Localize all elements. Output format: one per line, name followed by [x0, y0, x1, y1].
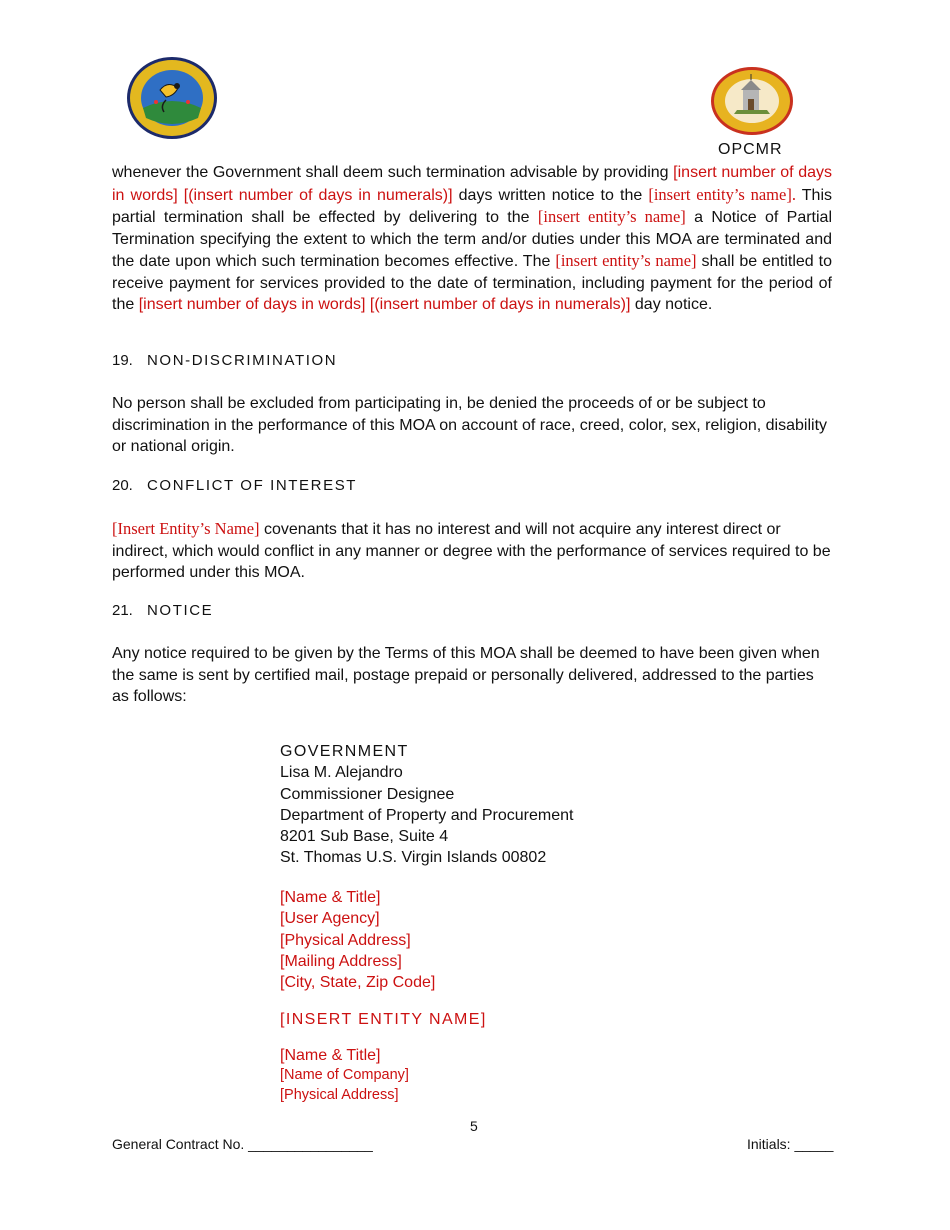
- government-address: [280, 741, 573, 869]
- section-20-text: [112, 518, 832, 584]
- user-agency-address: [280, 887, 435, 993]
- text-run: a Notice of Partial Termination specifying the extent to which the term and/or duties under this MOA are terminated and the date upon which such termination becomes effective. The: [112, 209, 833, 270]
- entity-address: [280, 1009, 487, 1030]
- entity-physical-address: [Physical Address]: [280, 1086, 399, 1103]
- agency-code: OPCMR: [718, 141, 783, 158]
- section-number: 19.: [112, 352, 133, 369]
- entity-heading: [INSERT ENTITY NAME]: [280, 1011, 487, 1028]
- address-name: Lisa M. Alejandro: [280, 764, 403, 782]
- placeholder-entity-name: [insert entity’s name].: [648, 184, 796, 204]
- property-procurement-seal-icon: [710, 66, 794, 136]
- entity-name-title: [Name & Title]: [280, 1047, 381, 1064]
- address-title: Commissioner Designee: [280, 785, 455, 803]
- placeholder-days: [insert number of days in words] [(insert number of days in numerals)]: [112, 164, 832, 204]
- entity-contact: [280, 1045, 409, 1105]
- placeholder-line: [User Agency]: [280, 910, 380, 928]
- text-run: This partial termination shall be effected by delivering to the: [112, 186, 832, 226]
- page-number: 5: [470, 1118, 478, 1134]
- placeholder-days: [insert number of days in words] [(insert number of days in numerals)]: [138, 296, 631, 313]
- text-run: shall be entitled to receive payment for services provided to the date of termination, including payment for the period of the: [112, 253, 833, 313]
- section-21-heading: [112, 602, 213, 619]
- section-19-heading: [112, 352, 337, 369]
- section-19-text: No person shall be excluded from participating in, be denied the proceeds of or be subject to discrimination in the performance of this MOA on account of race, creed, color, sex, religion, disability or national origin.: [112, 395, 828, 455]
- section-title: NOTICE: [147, 602, 214, 619]
- initials-field: Initials: _____: [747, 1136, 834, 1152]
- text-run: day notice.: [630, 296, 713, 313]
- section-20-heading: [112, 477, 357, 494]
- address-street: 8201 Sub Base, Suite 4: [280, 828, 449, 846]
- address-city: St. Thomas U.S. Virgin Islands 00802: [280, 849, 547, 867]
- entity-company: [Name of Company]: [280, 1067, 409, 1084]
- section-number: 21.: [112, 602, 133, 619]
- placeholder-line: [Physical Address]: [280, 931, 411, 949]
- usvi-government-seal-icon: [126, 56, 218, 140]
- address-heading: GOVERNMENT: [280, 743, 409, 760]
- placeholder-line: [Mailing Address]: [280, 952, 402, 970]
- text-run: whenever the Government shall deem such termination advisable by providing: [112, 164, 674, 181]
- section-title: CONFLICT OF INTEREST: [147, 477, 358, 494]
- placeholder-entity-name: [insert entity’s name]: [537, 207, 686, 226]
- section-title: NON-DISCRIMINATION: [147, 352, 338, 369]
- section-18-continuation: [112, 162, 832, 316]
- placeholder-line: [Name & Title]: [280, 889, 381, 906]
- placeholder-entity-name: [Insert Entity’s Name]: [112, 519, 260, 538]
- text-run: covenants that it has no interest and will not acquire any interest direct or indirect, which would conflict in any manner or degree with the performance of services required to be performed under this MOA.: [112, 521, 831, 581]
- address-department: Department of Property and Procurement: [280, 806, 574, 824]
- placeholder-entity-name: [insert entity’s name]: [555, 251, 697, 270]
- placeholder-line: [City, State, Zip Code]: [280, 974, 436, 992]
- contract-number-field: General Contract No. ________________: [112, 1136, 373, 1152]
- text-run: days written notice to the: [452, 186, 649, 204]
- section-number: 20.: [112, 477, 133, 494]
- section-21-text: Any notice required to be given by the Terms of this MOA shall be deemed to have been given when the same is sent by certified mail, postage prepaid or personally delivered, addressed to the parties as follows:: [112, 645, 820, 705]
